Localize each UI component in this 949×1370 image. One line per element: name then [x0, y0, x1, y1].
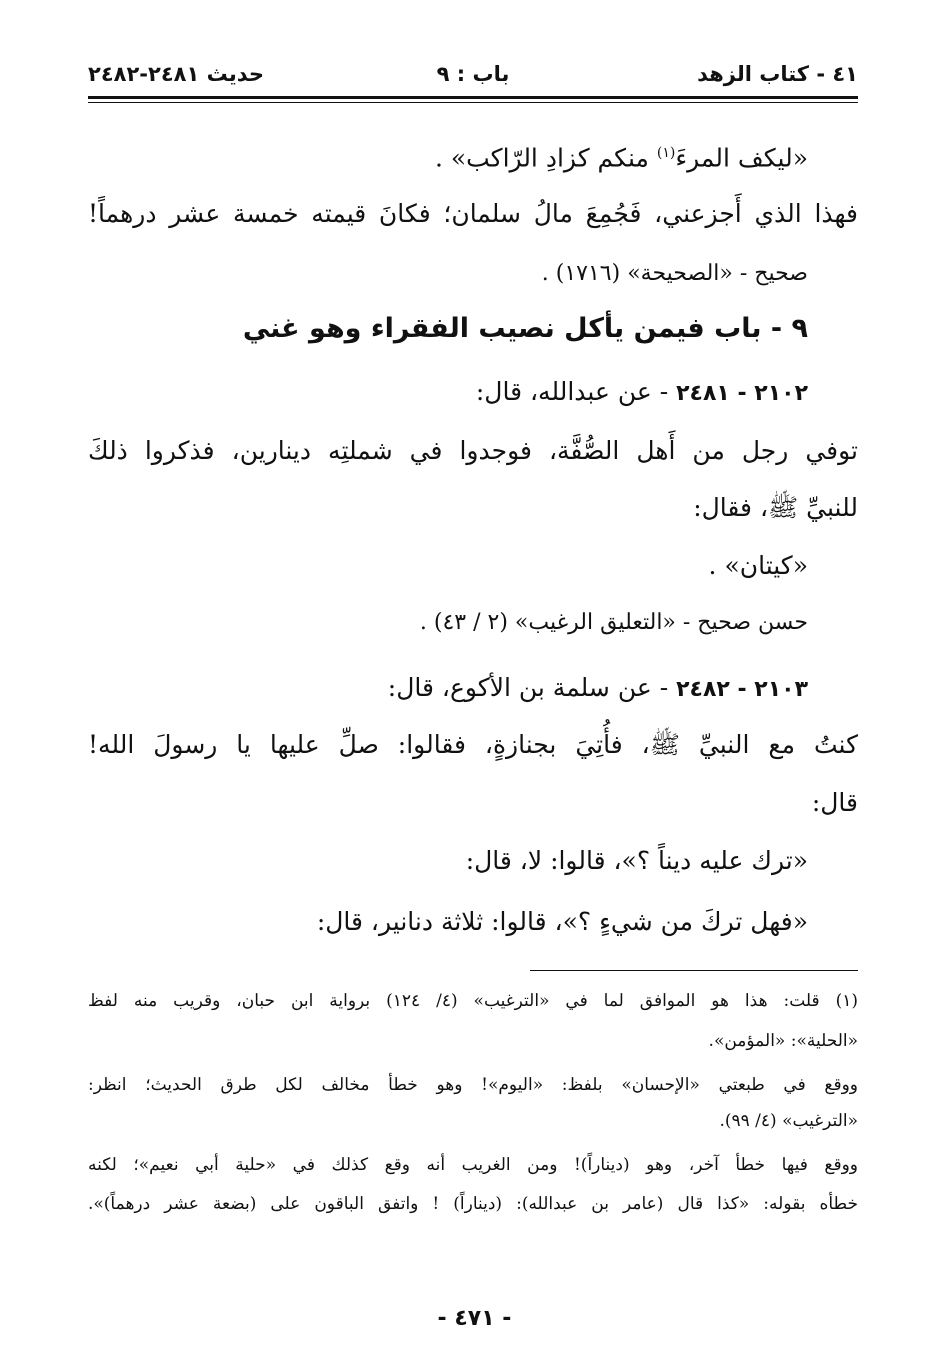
quote-start: «ليكف المرءَ	[675, 143, 808, 173]
chapter-heading: ٩ - باب فيمن يأكل نصيب الفقراء وهو غني	[242, 313, 808, 344]
grade-line-2: حسن صحيح - «التعليق الرغيب» (٢ / ٤٣) .	[419, 610, 808, 635]
header-book-title: ٤١ - كتاب الزهد	[697, 62, 858, 86]
quote-end: منكم كزادِ الرّاكب» .	[434, 143, 657, 173]
footnote-3-line-1: ووقع فيها خطأ آخر، وهو (ديناراً)! ومن الغريب أنه وقع كذلك في «حلية أبي نعيم»؛ لكنه	[88, 1155, 858, 1175]
header-rule-thin	[88, 102, 858, 103]
header-hadith-range: حديث ٢٤٨١-٢٤٨٢	[88, 62, 264, 86]
hadith-narrator: - عن سلمة بن الأكوع، قال:	[387, 673, 677, 702]
footnote-2-line-2: «الترغيب» (٤/ ٩٩).	[719, 1111, 858, 1131]
hadith-2102-line-3: «كيتان» .	[708, 551, 808, 580]
page-number: - ٤٧١ -	[437, 1306, 512, 1331]
footnote-separator	[530, 970, 858, 971]
hadith-2102-line-2: للنبيِّ ﷺ، فقال:	[693, 493, 858, 522]
hadith-2103-line-1: كنتُ مع النبيِّ ﷺ، فأُتِيَ بجنازةٍ، فقالوا: صلِّ عليها يا رسولَ الله!	[88, 730, 858, 759]
footnote-marker: (١)	[656, 145, 676, 161]
hadith-2103-line-4: «فهل تركَ من شيءٍ ؟»، قالوا: ثلاثة دنانير، قال:	[316, 907, 808, 936]
hadith-narrator: - عن عبدالله، قال:	[475, 377, 677, 406]
hadith-2102-line-1: توفي رجل من أَهل الصُّفَّة، فوجدوا في شملتِه دينارين، فذكروا ذلكَ	[88, 436, 858, 465]
footnote-1-line-2: «الحلية»: «المؤمن».	[708, 1031, 858, 1051]
text-line-2: فهذا الذي أَجزعني، فَجُمِعَ مالُ سلمان؛ فكانَ قيمته خمسة عشر درهماً!	[88, 199, 858, 228]
footnote-3-line-2: خطأه بقوله: «كذا قال (عامر بن عبدالله): (ديناراً) ! واتفق الباقون على (بضعة عشر درهماً)».	[88, 1194, 858, 1214]
grade-line-1: صحيح - «الصحيحة» (١٧١٦) .	[541, 261, 808, 286]
hadith-number: ٢١٠٣ - ٢٤٨٢	[676, 677, 808, 702]
header-rule-thick	[88, 96, 858, 99]
hadith-2102-heading	[476, 372, 808, 414]
footnote-1-line-1: (١) قلت: هذا هو الموافق لما في «الترغيب» (٤/ ١٢٤) برواية ابن حبان، وقريب منه لفظ	[88, 991, 858, 1011]
running-header	[88, 58, 858, 94]
hadith-2103-line-3: «ترك عليه ديناً ؟»، قالوا: لا، قال:	[465, 846, 808, 875]
hadith-number: ٢١٠٢ - ٢٤٨١	[676, 381, 808, 406]
header-chapter: باب : ٩	[436, 62, 510, 86]
hadith-2103-heading	[388, 668, 808, 710]
text-line-1	[435, 133, 808, 178]
footnote-2-line-1: ووقع في طبعتي «الإحسان» بلفظ: «اليوم»! وهو خطأ مخالف لكل طرق الحديث؛ انظر:	[88, 1075, 858, 1095]
hadith-2103-line-2: قال:	[811, 788, 858, 817]
